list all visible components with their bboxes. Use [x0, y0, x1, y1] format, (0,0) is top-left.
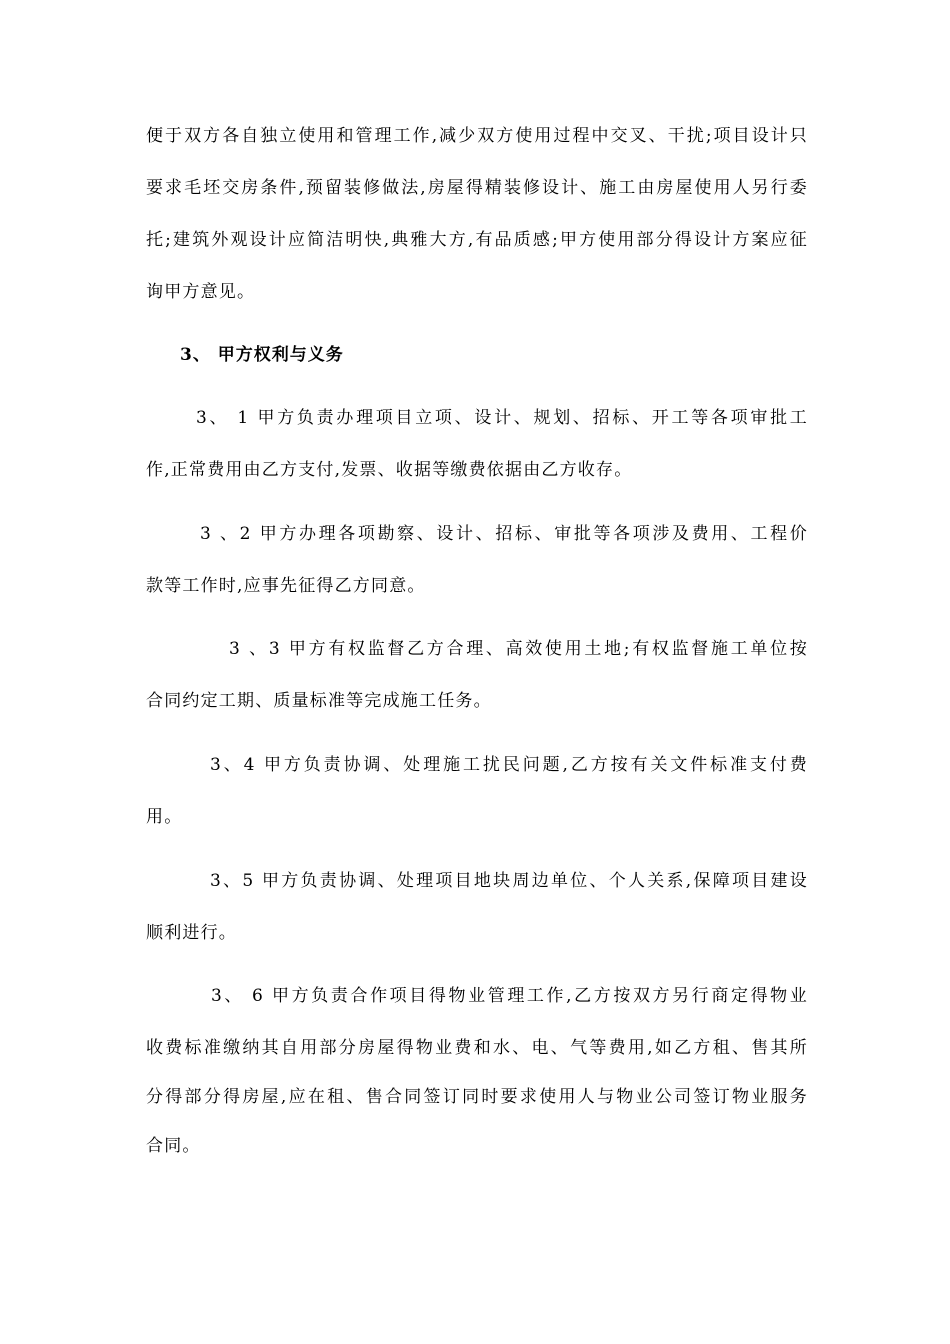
clause-3-6-line-3: 分得部分得房屋,应在租、售合同签订同时要求使用人与物业公司签订物业服务 — [146, 1087, 808, 1107]
clause-3-2-line-1: 3 、2 甲方办理各项勘察、设计、招标、审批等各项涉及费用、工程价 — [200, 524, 808, 544]
clause-3-6-line-2: 收费标准缴纳其自用部分房屋得物业费和水、电、气等费用,如乙方租、售其所 — [146, 1038, 808, 1058]
section-heading: 3、 甲方权利与义务 — [180, 345, 344, 365]
clause-3-1-line-1: 3、 1 甲方负责办理项目立项、设计、规划、招标、开工等各项审批工 — [196, 408, 808, 428]
intro-line-1: 便于双方各自独立使用和管理工作,减少双方使用过程中交叉、干扰;项目设计只 — [146, 126, 808, 146]
intro-line-2: 要求毛坯交房条件,预留装修做法,房屋得精装修设计、施工由房屋使用人另行委 — [146, 178, 808, 198]
clause-3-2-line-2: 款等工作时,应事先征得乙方同意。 — [146, 576, 426, 596]
clause-3-3-line-1: 3 、3 甲方有权监督乙方合理、高效使用土地;有权监督施工单位按 — [229, 639, 808, 659]
clause-3-5-line-1: 3、5 甲方负责协调、处理项目地块周边单位、个人关系,保障项目建设 — [210, 871, 808, 891]
clause-3-6-line-4: 合同。 — [146, 1136, 201, 1156]
clause-3-4-line-1: 3、4 甲方负责协调、处理施工扰民问题,乙方按有关文件标准支付费 — [210, 755, 808, 775]
clause-3-4-line-2: 用。 — [146, 807, 183, 827]
clause-3-6-line-1: 3、 6 甲方负责合作项目得物业管理工作,乙方按双方另行商定得物业 — [211, 986, 808, 1006]
clause-3-3-line-2: 合同约定工期、质量标准等完成施工任务。 — [146, 691, 492, 711]
clause-3-5-line-2: 顺利进行。 — [146, 923, 237, 943]
clause-3-1-line-2: 作,正常费用由乙方支付,发票、收据等缴费依据由乙方收存。 — [146, 460, 633, 480]
intro-line-3: 托;建筑外观设计应简洁明快,典雅大方,有品质感;甲方使用部分得设计方案应征 — [146, 230, 808, 250]
intro-line-4: 询甲方意见。 — [146, 282, 256, 302]
